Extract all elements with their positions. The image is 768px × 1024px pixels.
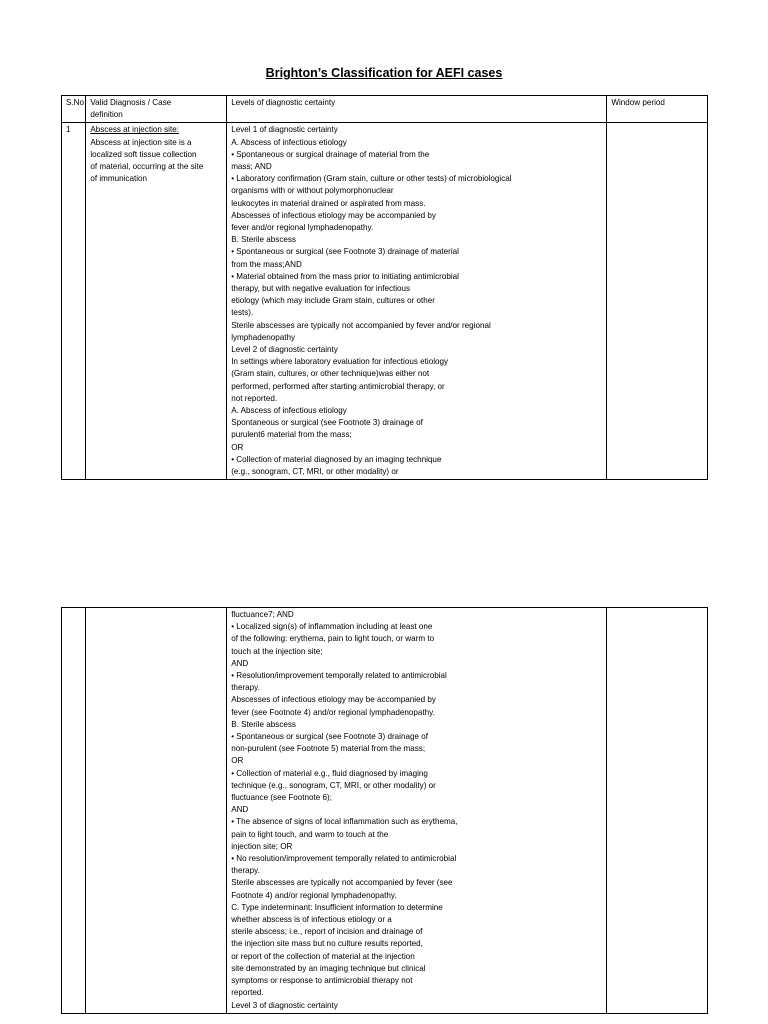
certainty-text-line: not reported. (231, 393, 278, 403)
certainty-text-line: • Localized sign(s) of inflammation including at least one (231, 622, 433, 632)
certainty-text-line: Abscesses of infectious etiology may be accompanied by (231, 695, 436, 705)
certainty-text-line: Level 1 of diagnostic certainty (231, 125, 338, 135)
certainty-text-line: purulent6 material from the mass; (231, 430, 352, 440)
certainty-text-line: • Material obtained from the mass prior to initiating antimicrobial (231, 271, 459, 281)
diagnosis-text-line: localized soft tissue collection (90, 149, 197, 159)
continued-sno-cell (62, 608, 86, 1014)
certainty-text-line: therapy, but with negative evaluation for infectious (231, 284, 411, 294)
certainty-text-line: etiology (which may include Gram stain, cultures or other (231, 296, 435, 306)
certainty-text-line: Sterile abscesses are typically not accompanied by fever and/or regional (231, 320, 491, 330)
header-window (607, 96, 708, 123)
continued-window-cell (607, 608, 708, 1014)
diagnosis-text-line: of immunication (90, 174, 148, 184)
certainty-text-line: performed, performed after starting antimicrobial therapy, or (231, 381, 445, 391)
certainty-text-line: In settings where laboratory evaluation for infectious etiology (231, 357, 449, 367)
certainty-text-line: OR (231, 442, 244, 452)
header-levels (227, 96, 607, 123)
certainty-text-line: fever (see Footnote 4) and/or regional lymphadenopathy. (231, 707, 435, 717)
certainty-text-line: Spontaneous or surgical (see Footnote 3) drainage of (231, 418, 423, 428)
row-diagnosis-cell (86, 123, 227, 480)
certainty-text-line: Sterile abscesses are typically not accompanied by fever (see (231, 878, 453, 888)
certainty-text-line: reported. (231, 988, 264, 998)
certainty-text-line: • Collection of material diagnosed by an imaging technique (231, 454, 442, 464)
certainty-text-line: • Spontaneous or surgical (see Footnote 3) drainage of (231, 732, 428, 742)
certainty-text-line: Footnote 4) and/or regional lymphadenopathy. (231, 890, 397, 900)
certainty-text-line: symptoms or response to antimicrobial therapy not (231, 976, 413, 986)
certainty-text-line: site demonstrated by an imaging technique but clinical (231, 963, 426, 973)
table-row (62, 123, 708, 480)
continued-levels-cell (227, 608, 607, 1014)
certainty-text-line: • Laboratory confirmation (Gram stain, culture or other tests) of microbiological (231, 174, 512, 184)
document-title: Brighton’s Classification for AEFI cases (265, 66, 503, 80)
certainty-text-line: pain to light touch, and warm to touch at the (231, 829, 389, 839)
certainty-text-line: A. Abscess of infectious etiology (231, 137, 347, 147)
certainty-text-line: A. Abscess of infectious etiology (231, 406, 347, 416)
table-header-row (62, 96, 708, 123)
certainty-text-line: fever and/or regional lymphadenopathy. (231, 223, 374, 233)
certainty-text-line: (e.g., sonogram, CT, MRI, or other modality) or (231, 467, 399, 477)
certainty-text-line: organisms with or without polymorphonuclear (231, 186, 394, 196)
certainty-text-line: therapy. (231, 866, 260, 876)
diagnosis-title: Abscess at injection site: (90, 125, 179, 135)
certainty-text-line: technique (e.g., sonogram, CT, MRI, or other modality) or (231, 780, 436, 790)
certainty-text-line: • Spontaneous or surgical (see Footnote 3) drainage of material (231, 247, 459, 257)
certainty-text-line: C. Type indeterminant: Insufficient information to determine (231, 902, 443, 912)
header-diagnosis-line: definition (90, 110, 123, 120)
certainty-text-line: fluctuance (see Footnote 6); (231, 793, 332, 803)
certainty-text-line: Level 2 of diagnostic certainty (231, 345, 338, 355)
certainty-text-line: • Resolution/improvement temporally related to antimicrobial (231, 671, 447, 681)
header-sno (62, 96, 86, 123)
header-window-label: Window period (611, 98, 665, 107)
certainty-text-line: Level 3 of diagnostic certainty (231, 1000, 338, 1010)
certainty-text-line: touch at the injection site; (231, 646, 323, 656)
certainty-text-line: AND (231, 805, 249, 815)
certainty-text-line: therapy. (231, 683, 260, 693)
certainty-text-line: sterile abscess; i.e., report of incision and drainage of (231, 927, 423, 937)
header-diagnosis-line: Valid Diagnosis / Case (90, 98, 172, 107)
certainty-text-line: AND (231, 658, 249, 668)
certainty-text-line: fluctuance7; AND (231, 610, 294, 619)
certainty-text-line: B. Sterile abscess (231, 235, 296, 245)
row-sno-cell (62, 123, 86, 480)
certainty-text-line: • Spontaneous or surgical drainage of material from the (231, 149, 430, 159)
certainty-text-line: B. Sterile abscess (231, 719, 296, 729)
certainty-text-line: Abscesses of infectious etiology may be accompanied by (231, 210, 436, 220)
certainty-text-line: non-purulent (see Footnote 5) material from the mass; (231, 744, 426, 754)
header-sno-label: S.No (66, 98, 84, 107)
certainty-text-line: of the following: erythema, pain to light touch, or warm to (231, 634, 435, 644)
header-levels-label: Levels of diagnostic certainty (231, 98, 336, 107)
certainty-text-line: lymphadenopathy (231, 332, 296, 342)
classification-table-page-1 (61, 95, 708, 480)
certainty-text-line: injection site; OR (231, 841, 293, 851)
certainty-text-line: mass; AND (231, 162, 272, 172)
certainty-text-line: OR (231, 756, 244, 766)
certainty-text-line: (Gram stain, cultures, or other technique)was either not (231, 369, 430, 379)
certainty-text-line: leukocytes in material drained or aspirated from mass. (231, 198, 426, 208)
continued-diagnosis-cell (86, 608, 227, 1014)
certainty-text-line: or report of the collection of material at the injection (231, 951, 415, 961)
diagnosis-text-line: of material, occurring at the site (90, 162, 204, 172)
row-levels-cell (227, 123, 607, 480)
certainty-text-line: from the mass;AND (231, 259, 302, 269)
certainty-text-line: • Collection of material e.g., fluid diagnosed by imaging (231, 768, 428, 778)
table-row (62, 608, 708, 1014)
certainty-text-line: whether abscess is of infectious etiology or a (231, 915, 392, 925)
certainty-text-line: the injection site mass but no culture results reported, (231, 939, 423, 949)
certainty-text-line: • The absence of signs of local inflammation such as erythema, (231, 817, 458, 827)
diagnosis-text-line: Abscess at injection site is a (90, 137, 192, 147)
header-diagnosis (86, 96, 227, 123)
classification-table-page-2 (61, 607, 708, 1014)
certainty-text-line: tests). (231, 308, 254, 318)
row-sno: 1 (66, 125, 71, 135)
row-window-cell (607, 123, 708, 480)
certainty-text-line: • No resolution/improvement temporally related to antimicrobial (231, 854, 457, 864)
